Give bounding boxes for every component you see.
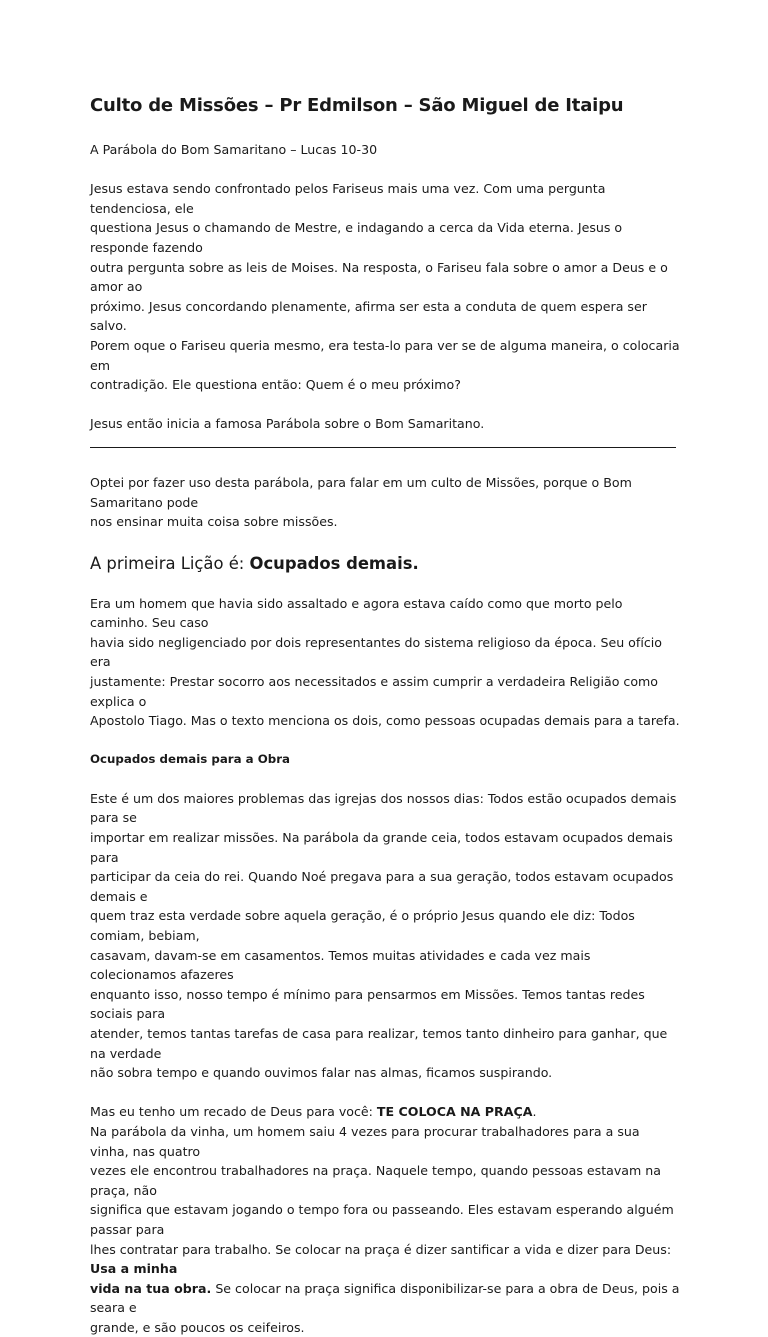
text-line: significa que estavam jogando o tempo fora ou passeando. Eles estavam esperando alguém passar para [90,1202,674,1237]
text-line: havia sido negligenciado por dois representantes do sistema religioso da época. Seu ofício era [90,634,662,670]
recado-bold: TE COLOCA NA PRAÇA [376,1104,533,1120]
recado-suffix: . [532,1104,537,1120]
section-subheading: Ocupados demais para a Obra [90,751,290,766]
text-line: participar da ceia do rei. Quando Noé pregava para a sua geração, todos estavam ocupados demais e [90,869,674,904]
text-line: grande, e são poucos os ceifeiros. [90,1319,305,1335]
text-line: atender, temos tantas tarefas de casa para realizar, temos tanto dinheiro para ganhar, que na verdade [90,1025,668,1061]
text-line: enquanto isso, nosso tempo é mínimo para pensarmos em Missões. Temos tantas redes sociais para [90,986,645,1022]
text-line: casavam, davam-se em casamentos. Temos muitas atividades e cada vez mais colecionamos afazeres [90,947,591,983]
text-line: nos ensinar muita coisa sobre missões. [90,514,338,530]
document-title: Culto de Missões – Pr Edmilson – São Miguel de Itaipu [90,95,624,116]
document-page [90,92,680,1337]
intro-paragraph [90,179,680,395]
text-line [90,1240,680,1279]
recado-prefix: Mas eu tenho um recado de Deus para você: [90,1104,377,1120]
problem-paragraph [90,789,680,1083]
text-line: importar em realizar missões. Na parábola da grande ceia, todos estavam ocupados demais para [90,830,673,865]
vinha-paragraph [90,1102,680,1337]
text-line: não sobra tempo e quando ouvimos falar nas almas, ficamos suspirando. [90,1065,553,1081]
vinha-line4-bold: Usa a minha [90,1261,178,1277]
recado-line [90,1102,680,1122]
text-line: vezes ele encontrou trabalhadores na praça. Naquele tempo, quando pessoas estavam na praça, não [90,1163,661,1198]
text-line [90,1279,680,1318]
text-line: Na parábola da vinha, um homem saiu 4 vezes para procurar trabalhadores para a sua vinha, nas quatro [90,1123,640,1159]
text-line: Optei por fazer uso desta parábola, para falar em um culto de Missões, porque o Bom Samaritano pode [90,474,632,510]
vinha-line5-bold: vida na tua obra. [90,1280,212,1296]
text-line: Porem oque o Fariseu queria mesmo, era testa-lo para ver se de alguma maneira, o colocaria em [90,337,680,373]
text-line: próximo. Jesus concordando plenamente, afirma ser esta a conduta de quem espera ser salvo. [90,298,647,334]
lesson-prefix: A primeira Lição é: [90,553,250,573]
parable-start: Jesus então inicia a famosa Parábola sobre o Bom Samaritano. [90,416,485,432]
text-line: justamente: Prestar socorro aos necessitados e assim cumprir a verdadeira Religião como explica o [90,674,659,709]
text-line: Este é um dos maiores problemas das igrejas dos nossos dias: Todos estão ocupados demais para se [90,790,677,826]
text-line: outra pergunta sobre as leis de Moises. Na resposta, o Fariseu fala sobre o amor a Deus e o amor ao [90,259,668,295]
vinha-line5-suffix: Se colocar na praça significa disponibilizar-se para a obra de Deus, pois a seara e [90,1280,680,1316]
vinha-line4-prefix: lhes contratar para trabalho. Se colocar na praça é dizer santificar a vida e dizer para Deus: [90,1241,672,1257]
text-line: Apostolo Tiago. Mas o texto menciona os dois, como pessoas ocupadas demais para a tarefa. [90,713,680,729]
text-line: Era um homem que havia sido assaltado e agora estava caído como que morto pelo caminho. Seu caso [90,595,623,631]
text-line: quem traz esta verdade sobre aquela geração, é o próprio Jesus quando ele diz: Todos comiam, bebiam, [90,908,635,943]
lesson-heading [90,553,680,575]
text-line: Jesus estava sendo confrontado pelos Fariseus mais uma vez. Com uma pergunta tendenciosa, ele [90,181,606,216]
purpose-paragraph [90,473,680,532]
lesson-title: Ocupados demais. [249,553,419,573]
text-line: questiona Jesus o chamando de Mestre, e indagando a cerca da Vida eterna. Jesus o responde fazendo [90,220,623,255]
document-subtitle: A Parábola do Bom Samaritano – Lucas 10-30 [90,142,378,157]
text-line: contradição. Ele questiona então: Quem é o meu próximo? [90,377,461,393]
story-paragraph [90,594,680,731]
